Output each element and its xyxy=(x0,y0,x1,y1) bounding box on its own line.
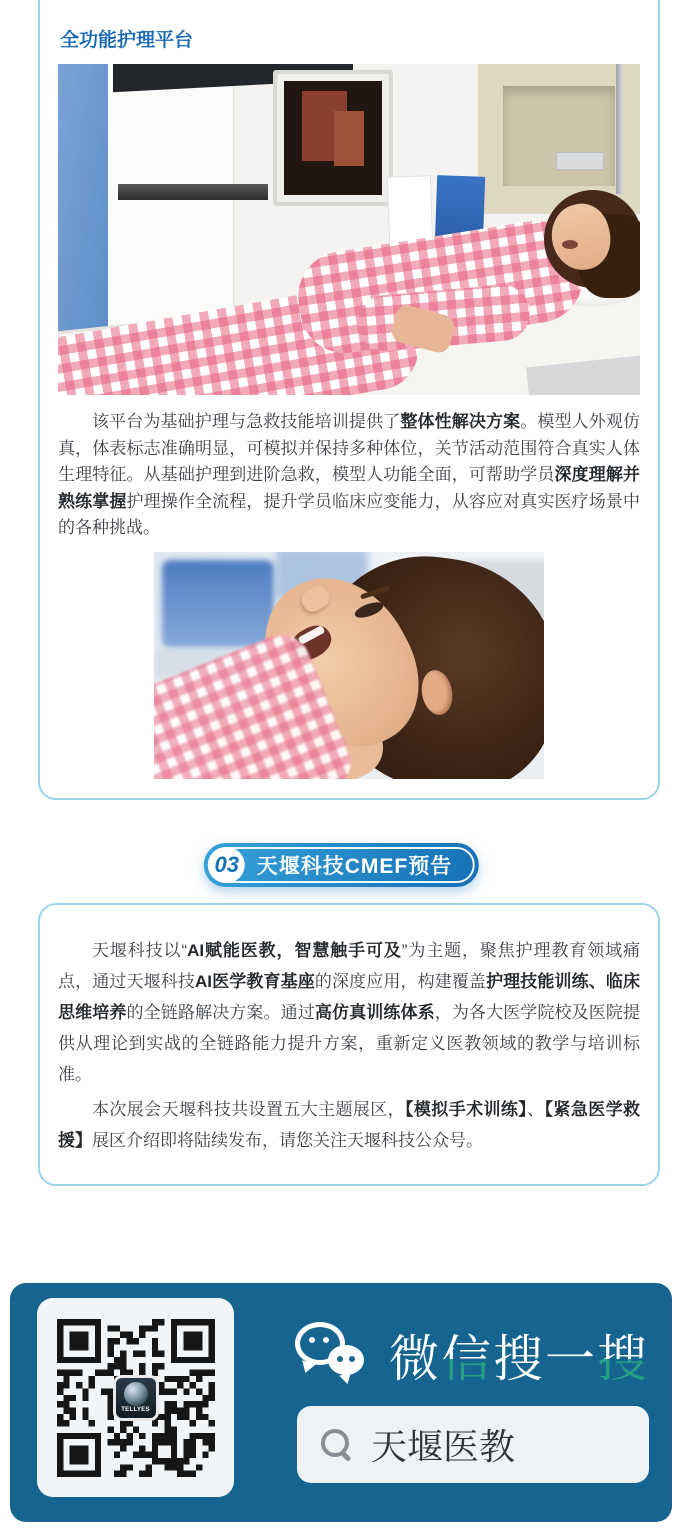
photo-monitor xyxy=(273,70,393,206)
photo-screen-building-2 xyxy=(334,111,364,166)
search-box[interactable] xyxy=(297,1406,649,1483)
wechat-bubble-large-tail xyxy=(297,1360,316,1381)
wechat-search-title: 微信搜一搜 xyxy=(389,1331,649,1387)
section-badge-cmef xyxy=(204,843,479,887)
tellyes-logo xyxy=(113,1375,159,1421)
wechat-bubble-small-tail xyxy=(339,1373,355,1391)
hospital-bed-photo[interactable] xyxy=(58,64,640,395)
cmef-paragraph-1: 天堰科技以“AI赋能医教，智慧触手可及”为主题，聚焦护理教育领域痛点，通过天堰科技AI医学教育基座的深度应用，构建覆盖护理技能训练、临床思维培养的全链路解决方案。通过高仿真训练体系，为各大医学院校及医院提供从理论到实战的全链路能力提升方案，重新定义医教领域的教学与培训标准。 xyxy=(58,941,641,1084)
wechat-icon xyxy=(295,1322,369,1388)
wechat-bubble-small xyxy=(328,1345,364,1375)
search-input-value: 天堰医教 xyxy=(371,1426,516,1467)
tellyes-globe-icon xyxy=(124,1382,148,1406)
photo-iv-pole xyxy=(616,64,622,194)
tellyes-logo-text: TELLYES xyxy=(121,1407,150,1413)
platform-paragraph: 该平台为基础护理与急救技能培训提供了整体性解决方案。模型人外观仿真，体表标志准确明显，可模拟并保持多种体位，关节活动范围符合真实人体生理特征。从基础护理到进阶急救，模型人功能全面，可帮助学员深度理解并熟练掌握护理操作全流程，提升学员临床应变能力，从容应对真实医疗场景中的各种挑战。 xyxy=(58,412,641,537)
photo2-blue-panel xyxy=(162,560,274,648)
wechat-search-banner xyxy=(10,1283,672,1522)
section-title-nursing-platform: 全功能护理平台 xyxy=(60,30,194,51)
photo-vent-slot xyxy=(118,184,268,200)
photo-patient-mouth xyxy=(562,240,578,249)
photo-white-card xyxy=(387,175,433,244)
mannequin-closeup-photo[interactable] xyxy=(154,552,544,779)
section-badge-label: 天堰科技CMEF预告 xyxy=(256,855,453,878)
search-icon xyxy=(321,1429,353,1461)
cmef-paragraph-2: 本次展会天堰科技共设置五大主题展区，【模拟手术训练】、【紧急医学救援】展区介绍即将陆续发布，请您关注天堰科技公众号。 xyxy=(58,1100,640,1150)
qr-code-tile[interactable] xyxy=(37,1298,234,1497)
photo-monitor-screen xyxy=(284,81,382,195)
wechat-search-header xyxy=(295,1319,649,1391)
section-number: 03 xyxy=(209,847,245,883)
photo-cabinet-niche xyxy=(503,86,615,186)
nursing-platform-card xyxy=(38,0,660,800)
cmef-preview-card xyxy=(38,903,660,1186)
photo-wall-outlet xyxy=(556,152,604,170)
qr-code[interactable] xyxy=(57,1319,215,1477)
